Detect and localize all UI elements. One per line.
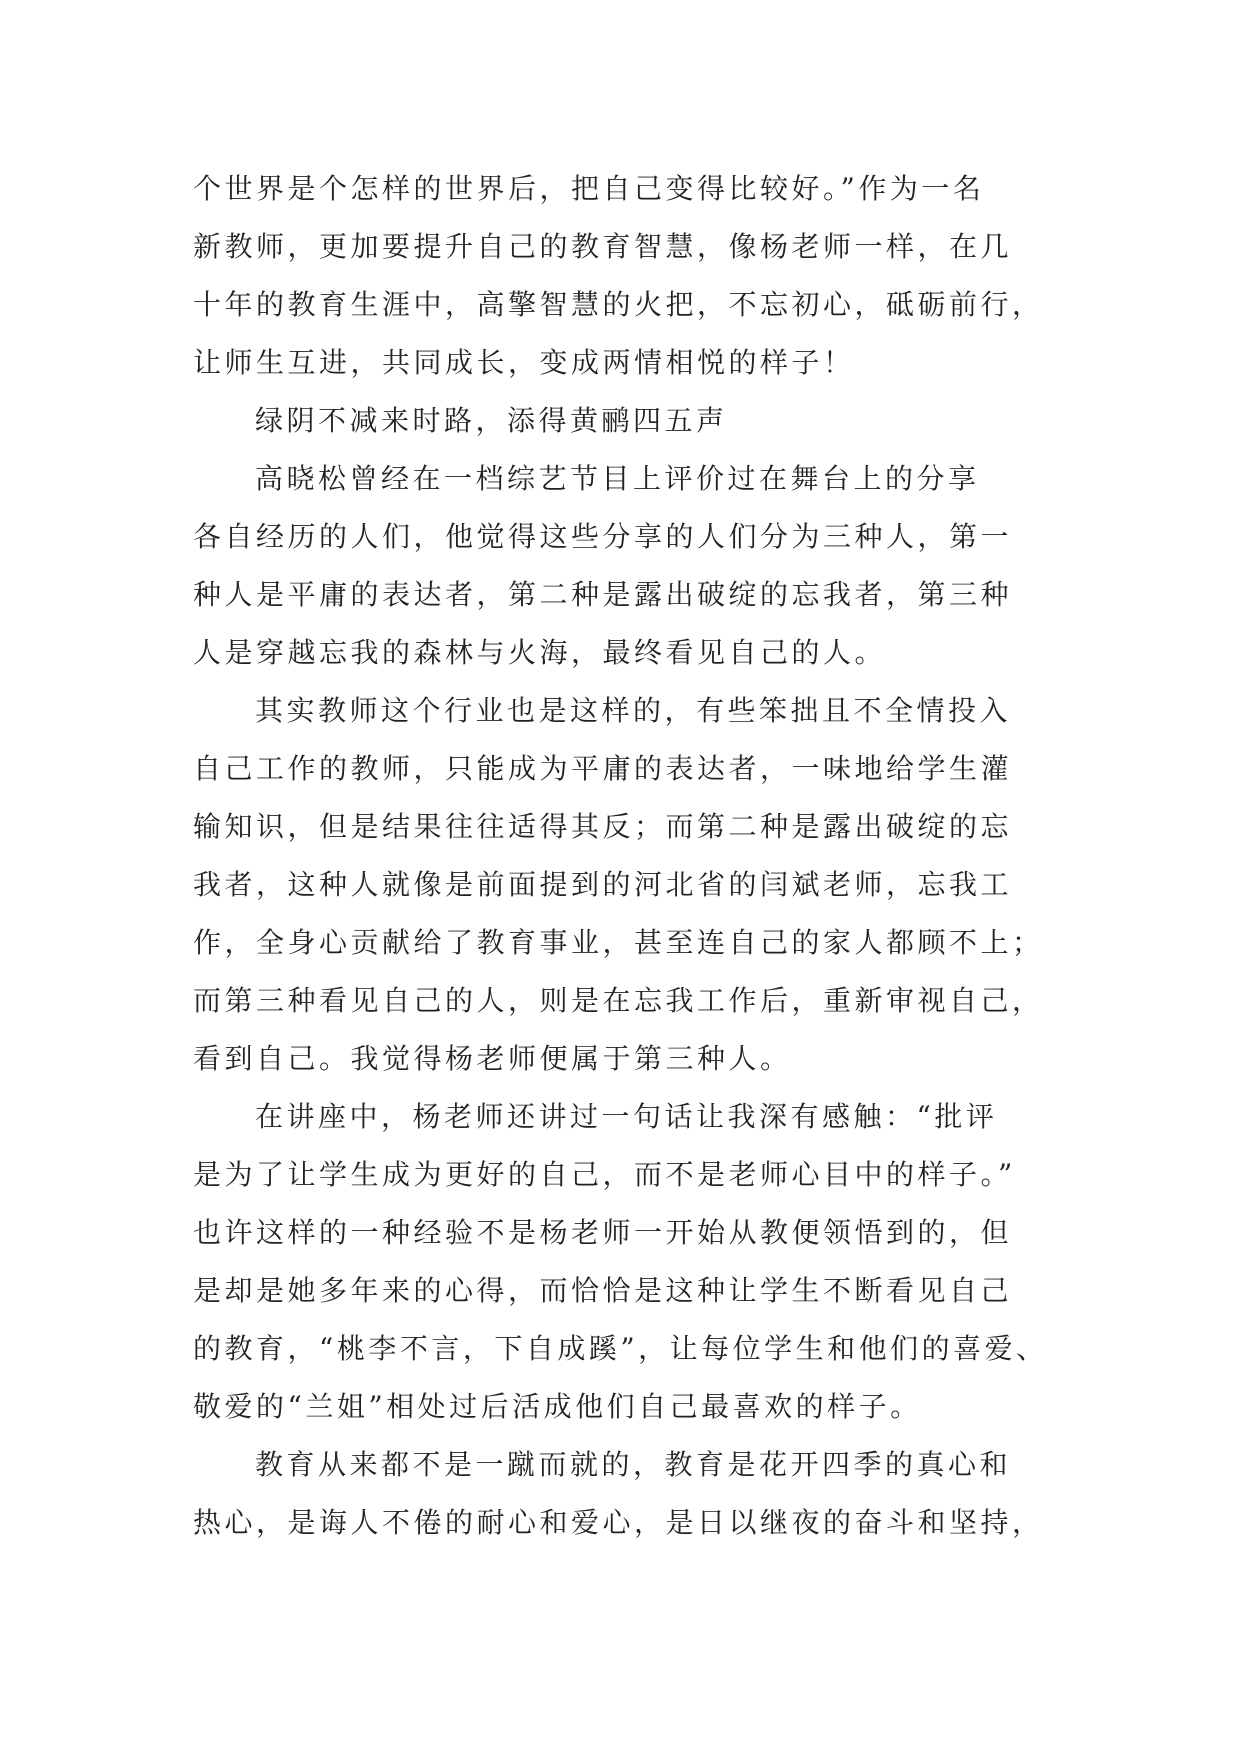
section-heading: 绿阴不减来时路，添得黄鹂四五声 xyxy=(255,404,728,437)
body-text xyxy=(193,160,1055,1552)
text-line: 十年的教育生涯中，高擎智慧的火把，不忘初心，砥砺前行， xyxy=(193,288,1044,321)
text-line: 其实教师这个行业也是这样的，有些笨拙且不全情投入 xyxy=(255,694,1012,727)
text-line: 敬爱的“兰姐”相处过后活成他们自己最喜欢的样子。 xyxy=(193,1390,922,1423)
text-line: 让师生互进，共同成长，变成两情相悦的样子！ xyxy=(193,346,855,379)
text-line: 人是穿越忘我的森林与火海，最终看见自己的人。 xyxy=(193,636,887,669)
text-line: 作，全身心贡献给了教育事业，甚至连自己的家人都顾不上； xyxy=(193,926,1044,959)
text-line: 自己工作的教师，只能成为平庸的表达者，一味地给学生灌 xyxy=(193,752,1013,785)
text-line: 热心，是诲人不倦的耐心和爱心，是日以继夜的奋斗和坚持， xyxy=(193,1506,1044,1539)
text-line: 高晓松曾经在一档综艺节目上评价过在舞台上的分享 xyxy=(255,462,980,495)
text-line: 是为了让学生成为更好的自己，而不是老师心目中的样子。” xyxy=(193,1158,1016,1191)
text-line: 教育从来都不是一蹴而就的，教育是花开四季的真心和 xyxy=(255,1448,1012,1481)
text-line: 种人是平庸的表达者，第二种是露出破绽的忘我者，第三种 xyxy=(193,578,1013,611)
text-line: 我者，这种人就像是前面提到的河北省的闫斌老师，忘我工 xyxy=(193,868,1013,901)
text-line: 个世界是个怎样的世界后，把自己变得比较好。”作为一名 xyxy=(193,172,985,205)
text-line: 各自经历的人们，他觉得这些分享的人们分为三种人，第一 xyxy=(193,520,1013,553)
text-line: 在讲座中，杨老师还讲过一句话让我深有感触：“批评 xyxy=(255,1100,998,1133)
text-line: 看到自己。我觉得杨老师便属于第三种人。 xyxy=(193,1042,792,1075)
text-line: 是却是她多年来的心得，而恰恰是这种让学生不断看见自己 xyxy=(193,1274,1013,1307)
text-line: 也许这样的一种经验不是杨老师一开始从教便领悟到的，但 xyxy=(193,1216,1013,1249)
text-line: 新教师，更加要提升自己的教育智慧，像杨老师一样，在几 xyxy=(193,230,1013,263)
text-line: 输知识，但是结果往往适得其反；而第二种是露出破绽的忘 xyxy=(193,810,1013,843)
text-line: 而第三种看见自己的人，则是在忘我工作后，重新审视自己， xyxy=(193,984,1044,1017)
text-line: 的教育，“桃李不言，下自成蹊”，让每位学生和他们的喜爱、 xyxy=(193,1332,1048,1365)
